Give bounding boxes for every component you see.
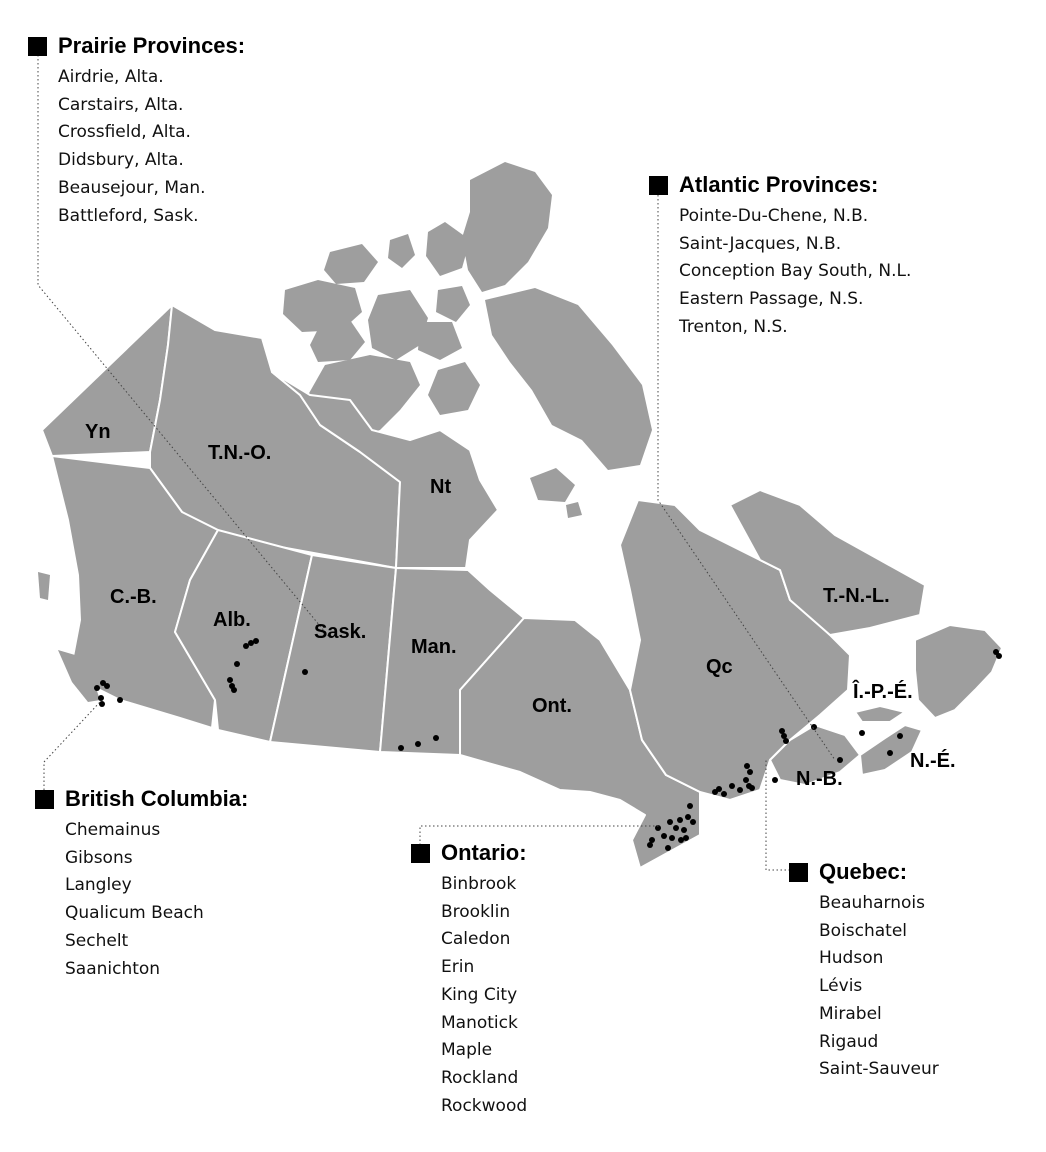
marker <box>677 817 683 823</box>
marker <box>783 738 789 744</box>
label-nl: T.-N.-L. <box>823 585 890 607</box>
list-item: Didsbury, Alta. <box>58 150 184 171</box>
legend-atlantic-header <box>649 170 911 200</box>
list-item: Pointe-Du-Chene, N.B. <box>679 206 869 226</box>
legend-prairie <box>28 31 245 230</box>
label-alberta: Alb. <box>213 609 251 631</box>
list-item: Trenton, N.S. <box>679 316 788 337</box>
legend-square-icon <box>649 176 668 195</box>
list-item: Lévis <box>819 976 863 997</box>
marker <box>681 827 687 833</box>
list-item: Erin <box>441 957 475 978</box>
marker <box>690 819 696 825</box>
list-item: Binbrook <box>441 874 517 894</box>
marker <box>737 787 743 793</box>
list-item: Gibsons <box>65 847 133 868</box>
marker <box>94 685 100 691</box>
marker <box>99 701 105 707</box>
list-item: Saint-Jacques, N.B. <box>679 233 842 254</box>
list-item: Carstairs, Alta. <box>58 94 184 115</box>
haida-gwaii-shape <box>38 572 50 600</box>
marker <box>743 777 749 783</box>
legend-square-icon <box>789 863 808 882</box>
marker <box>897 733 903 739</box>
list-item: Boischatel <box>819 920 908 941</box>
legend-square-icon <box>411 844 430 863</box>
legend-bc <box>35 784 248 983</box>
legend-square-icon <box>35 790 54 809</box>
legend-prairie-list <box>28 64 245 230</box>
legend-atlantic-list <box>649 203 911 342</box>
marker <box>98 695 104 701</box>
legend-quebec-title: Quebec: <box>819 859 908 884</box>
list-item: Langley <box>65 875 132 896</box>
list-item: King City <box>441 984 518 1005</box>
label-quebec: Qc <box>706 656 733 678</box>
list-item: Airdrie, Alta. <box>58 67 164 87</box>
marker <box>749 785 755 791</box>
marker <box>415 741 421 747</box>
list-item: Battleford, Sask. <box>58 205 199 226</box>
marker <box>716 786 722 792</box>
legend-ontario-header <box>411 838 527 868</box>
list-item: Rigaud <box>819 1031 879 1052</box>
marker <box>687 803 693 809</box>
marker <box>665 845 671 851</box>
label-nb: N.-B. <box>796 768 843 790</box>
label-nwt: T.N.-O. <box>208 442 272 464</box>
list-item: Caledon <box>441 929 511 950</box>
marker <box>661 833 667 839</box>
legend-quebec <box>789 857 939 1084</box>
list-item: Qualicum Beach <box>65 903 204 924</box>
marker <box>859 730 865 736</box>
marker <box>996 653 1002 659</box>
label-saskatchewan: Sask. <box>314 621 367 643</box>
list-item: Crossfield, Alta. <box>58 122 191 143</box>
legend-bc-title: British Columbia: <box>65 786 249 811</box>
marker <box>398 745 404 751</box>
legend-bc-header <box>35 784 248 814</box>
marker <box>243 643 249 649</box>
marker <box>683 835 689 841</box>
marker <box>231 687 237 693</box>
marker <box>253 638 259 644</box>
marker <box>669 835 675 841</box>
list-item: Saint-Sauveur <box>819 1059 939 1080</box>
legend-atlantic-title: Atlantic Provinces: <box>679 172 879 197</box>
marker <box>837 757 843 763</box>
legend-prairie-title: Prairie Provinces: <box>58 33 246 58</box>
list-item: Mirabel <box>819 1003 882 1024</box>
marker <box>887 750 893 756</box>
marker <box>647 842 653 848</box>
list-item: Maple <box>441 1040 493 1061</box>
legend-quebec-list <box>789 890 939 1084</box>
label-manitoba: Man. <box>411 636 457 658</box>
legend-ontario <box>411 838 527 1120</box>
label-ns: N.-É. <box>910 750 956 772</box>
marker <box>744 763 750 769</box>
marker <box>673 825 679 831</box>
list-item: Beauharnois <box>819 893 925 913</box>
marker <box>729 783 735 789</box>
marker <box>227 677 233 683</box>
list-item: Hudson <box>819 948 884 969</box>
legend-prairie-header <box>28 31 245 61</box>
list-item: Conception Bay South, N.L. <box>679 261 912 282</box>
list-item: Chemainus <box>65 820 161 840</box>
list-item: Saanichton <box>65 958 161 979</box>
legend-ontario-list <box>411 871 527 1120</box>
marker <box>685 814 691 820</box>
pei-shape <box>855 706 905 722</box>
marker <box>234 661 240 667</box>
label-ontario: Ont. <box>532 695 572 717</box>
list-item: Rockwood <box>441 1095 528 1116</box>
list-item: Beausejour, Man. <box>58 177 206 198</box>
leader-bc <box>44 702 100 790</box>
list-item: Rockland <box>441 1067 519 1088</box>
list-item: Manotick <box>441 1012 518 1033</box>
newfoundland-shape <box>915 625 1002 718</box>
legend-square-icon <box>28 37 47 56</box>
marker <box>433 735 439 741</box>
marker <box>667 819 673 825</box>
marker <box>747 769 753 775</box>
label-yukon: Yn <box>85 421 111 443</box>
legend-bc-list <box>35 817 248 983</box>
legend-atlantic <box>649 170 911 342</box>
label-nunavut: Nt <box>430 476 452 498</box>
marker <box>302 669 308 675</box>
list-item: Sechelt <box>65 930 129 951</box>
marker <box>811 724 817 730</box>
legend-quebec-header <box>789 857 939 887</box>
label-pei: Î.-P.-É. <box>853 681 913 703</box>
marker <box>117 697 123 703</box>
marker <box>721 791 727 797</box>
marker <box>772 777 778 783</box>
legend-ontario-title: Ontario: <box>441 840 527 865</box>
marker <box>104 683 110 689</box>
list-item: Brooklin <box>441 901 511 922</box>
list-item: Eastern Passage, N.S. <box>679 289 864 310</box>
label-bc: C.-B. <box>110 586 157 608</box>
